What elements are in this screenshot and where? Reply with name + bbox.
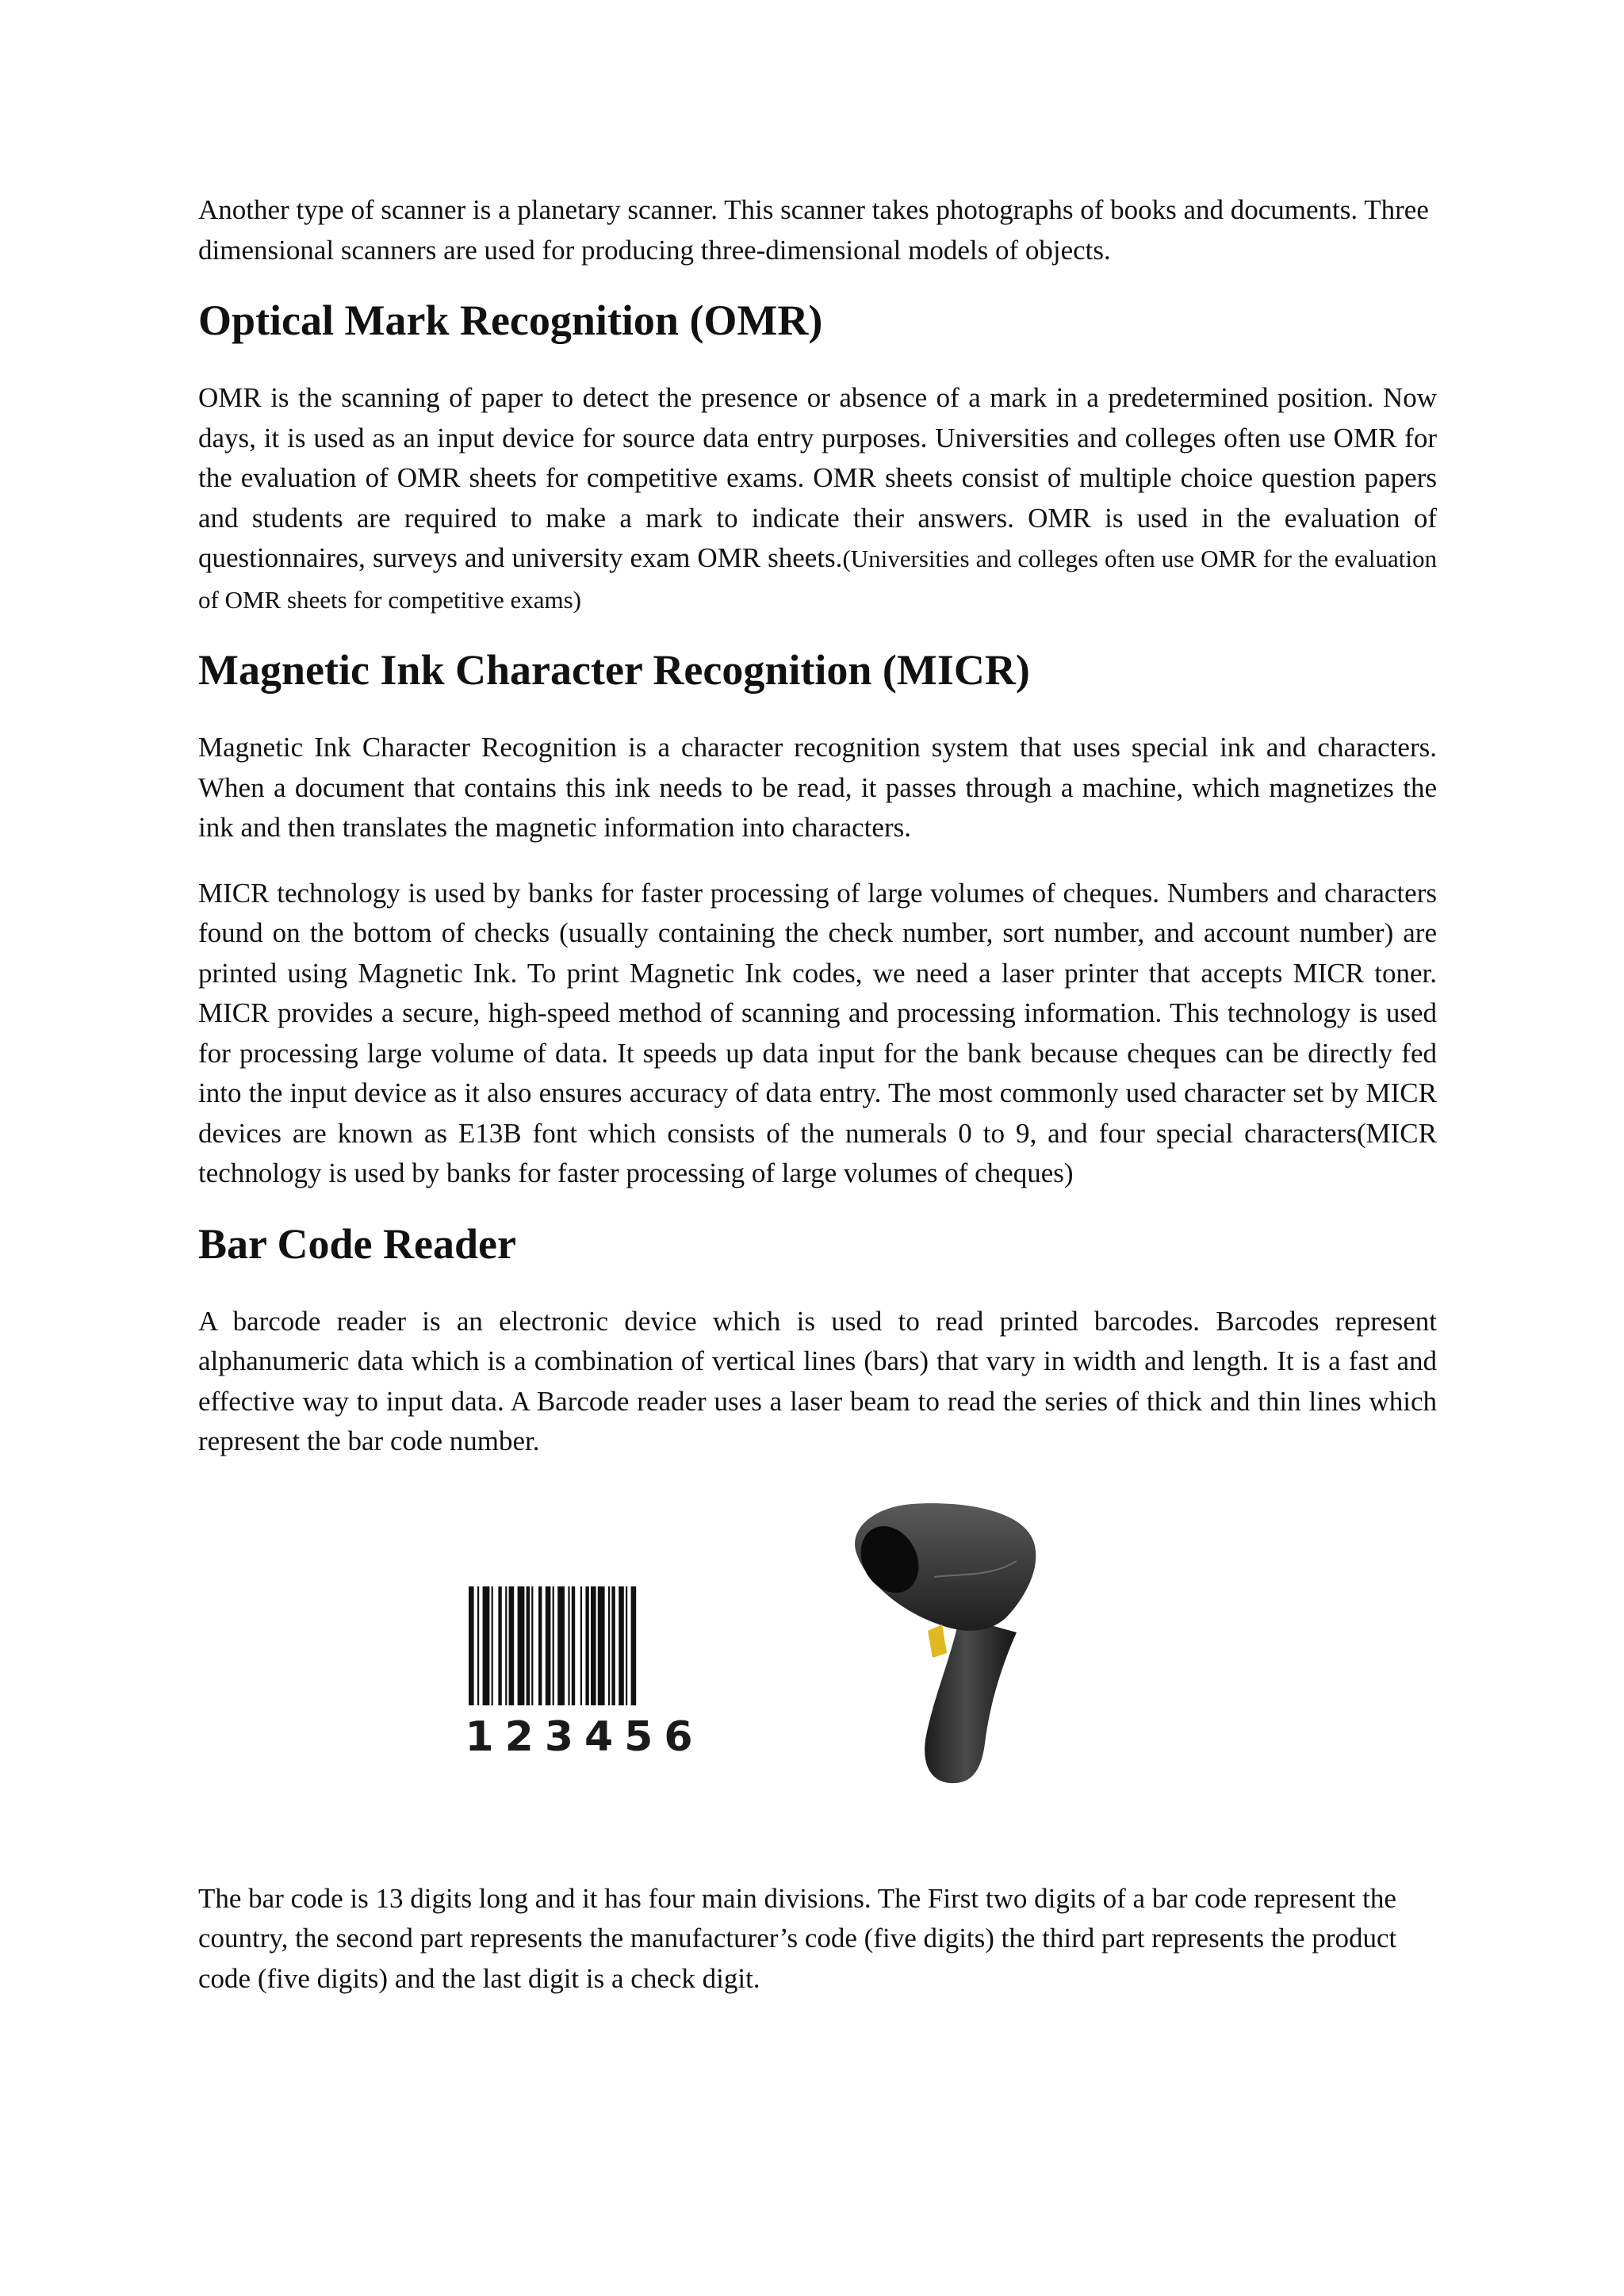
barcode-bar bbox=[585, 1586, 588, 1705]
barcode-bar bbox=[553, 1586, 554, 1705]
barcode-figures bbox=[198, 1498, 1437, 1819]
barcode-bar bbox=[557, 1586, 565, 1705]
micr-paragraph-2: MICR technology is used by banks for faster processing of large volumes of cheques. Numbers and characters found on the bottom of checks (usually containing the check number, sort number, and account number) are printed using Magnetic Ink. To print Magnetic Ink codes, we need a laser printer that accepts MICR toner. MICR provides a secure, high-speed method of scanning and processing information. This technology is used for processing large volume of data. It speeds up data input for the bank because cheques can be directly fed into the input device as it also ensures accuracy of data entry. The most commonly used character set by MICR devices are known as E13B font which consists of the numerals 0 to 9, and four special characters(MICR technology is used by banks for faster processing of large volumes of cheques) bbox=[198, 877, 1437, 1188]
scanner-trigger bbox=[928, 1624, 947, 1658]
document-page bbox=[198, 190, 1437, 1999]
barcode-bar bbox=[619, 1586, 624, 1705]
barcode-bar bbox=[527, 1586, 530, 1705]
barcode-image bbox=[464, 1586, 706, 1758]
omr-paragraph bbox=[198, 378, 1437, 620]
barcode-bar bbox=[568, 1586, 569, 1705]
barcode-bar bbox=[546, 1586, 551, 1705]
barcode-bar bbox=[626, 1586, 627, 1705]
barcode-bar bbox=[572, 1586, 575, 1705]
barcode-bar bbox=[509, 1586, 515, 1705]
barcode-bar bbox=[598, 1586, 605, 1705]
barcode-heading: Bar Code Reader bbox=[198, 1219, 516, 1268]
barcode-bar bbox=[477, 1586, 479, 1705]
micr-paragraph-1: Magnetic Ink Character Recognition is a character recognition system that uses special ink and characters. When a document that contains this ink needs to be read, it passes through a machine, which magnetizes the ink and then translates the magnetic information into characters. bbox=[198, 732, 1437, 843]
barcode-bar bbox=[631, 1586, 637, 1705]
barcode-scanner-image bbox=[841, 1498, 1048, 1791]
barcode-bar bbox=[518, 1586, 525, 1705]
barcode-description: The bar code is 13 digits long and it has four main divisions. The First two digits of a bar code represent the country, the second part represents the manufacturer’s code (five digits) the third part represents the product code (five digits) and the last digit is a check digit. bbox=[198, 1882, 1397, 1994]
barcode-digits: 123456 bbox=[465, 1712, 704, 1758]
barcode-bar bbox=[591, 1586, 596, 1705]
omr-note-text: (Universities and colleges often use OMR for the evaluation of OMR sheets for competitive exams) bbox=[198, 545, 1437, 614]
barcode-bar bbox=[531, 1586, 533, 1705]
barcode-bar bbox=[483, 1586, 490, 1705]
barcode-bar bbox=[469, 1586, 474, 1705]
barcode-bar bbox=[608, 1586, 610, 1705]
barcode-bar bbox=[492, 1586, 493, 1705]
barcode-bar bbox=[580, 1586, 582, 1705]
micr-heading: Magnetic Ink Character Recognition (MICR) bbox=[198, 646, 1030, 694]
intro-paragraph: Another type of scanner is a planetary scanner. This scanner takes photographs of books and documents. Three dimensional scanners are used for producing three-dimensional models of objects. bbox=[198, 194, 1429, 266]
omr-body-text: OMR is the scanning of paper to detect the presence or absence of a mark in a predetermined position. Now days, it is used as an input device for source data entry purposes. Universities and colleges often use OMR for the evaluation of OMR sheets for competitive exams. OMR sheets consist of multiple choice question papers and students are required to make a mark to indicate their answers. OMR is used in the evaluation of questionnaires, surveys and university exam OMR sheets. bbox=[198, 382, 1437, 573]
barcode-bar bbox=[505, 1586, 507, 1705]
omr-heading: Optical Mark Recognition (OMR) bbox=[198, 297, 823, 344]
barcode-bar bbox=[538, 1586, 542, 1705]
barcode-bar bbox=[498, 1586, 501, 1705]
barcode-bar bbox=[611, 1586, 615, 1705]
barcode-paragraph: A barcode reader is an electronic device which is used to read printed barcodes. Barcodes represent alphanumeric data which is a combination of vertical lines (bars) that vary in width and length. It is a fast and effective way to input data. A Barcode reader uses a laser beam to read the series of thick and thin lines which represent the bar code number. bbox=[198, 1305, 1437, 1456]
